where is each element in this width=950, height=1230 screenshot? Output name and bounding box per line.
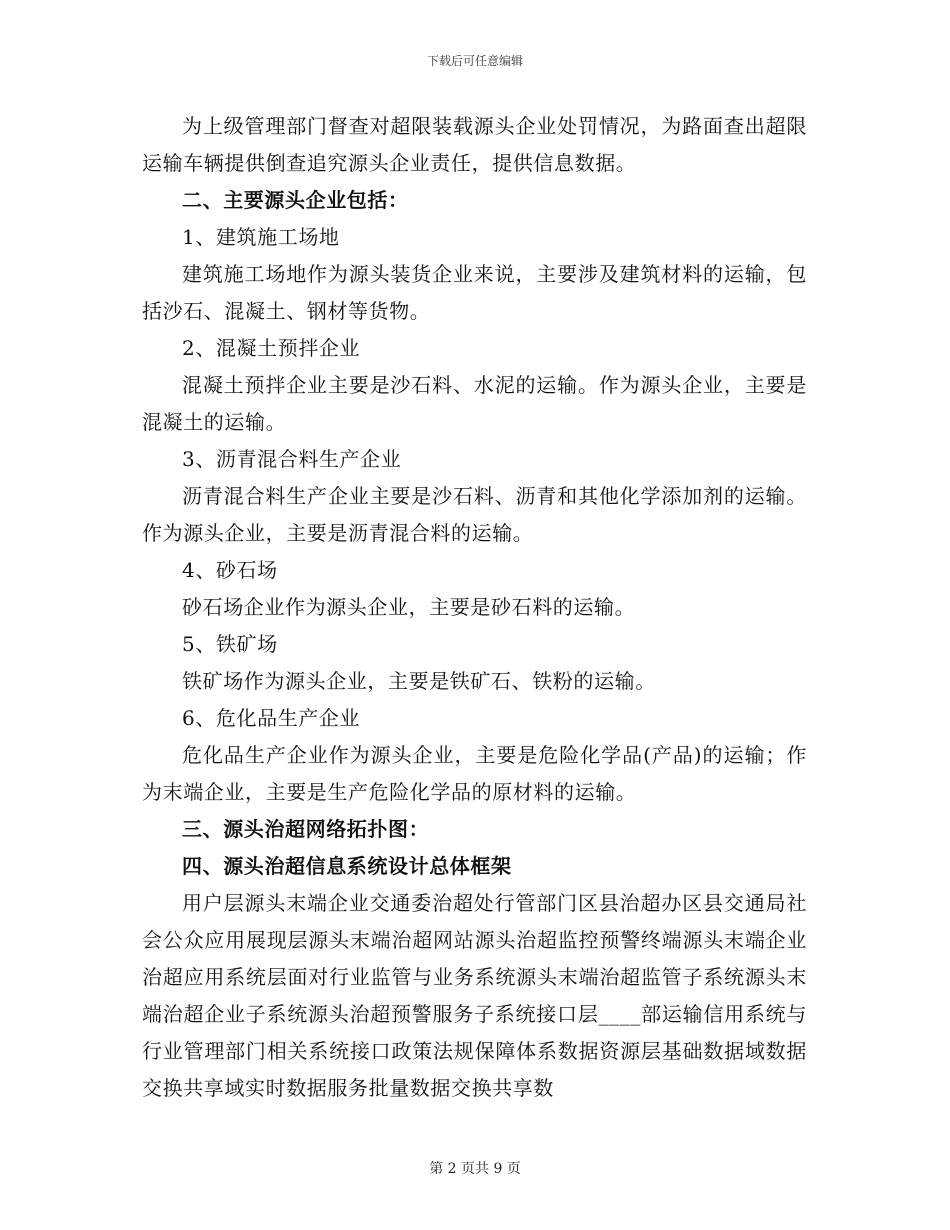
item-4-title: 4、砂石场: [182, 558, 278, 582]
item-2-text: 混凝土预拌企业主要是沙石料、水泥的运输。作为源头企业，主要是混凝土的运输。: [142, 373, 807, 434]
section-2-heading: 二、主要源头企业包括：: [182, 188, 409, 212]
item-2-title: 2、混凝土预拌企业: [182, 336, 361, 360]
document-body: [142, 108, 807, 1107]
item-5-text: 铁矿场作为源头企业，主要是铁矿石、铁粉的运输。: [182, 669, 656, 693]
item-4-text: 砂石场企业作为源头企业，主要是砂石料的运输。: [182, 595, 636, 619]
item-5-title: 5、铁矿场: [182, 632, 278, 656]
page-header: 下载后可任意编辑: [426, 54, 523, 68]
page-footer: 第 2 页共 9 页: [429, 1161, 521, 1177]
section-4-heading: 四、源头治超信息系统设计总体框架: [182, 854, 512, 878]
item-6-title: 6、危化品生产企业: [182, 706, 361, 730]
intro-paragraph: 为上级管理部门督查对超限装载源头企业处罚情况，为路面查出超限运输车辆提供倒查追究源头企业责任，提供信息数据。: [142, 114, 807, 175]
item-1-text: 建筑施工场地作为源头装货企业来说，主要涉及建筑材料的运输，包括沙石、混凝土、钢材等货物。: [142, 262, 807, 323]
framework-paragraph: 用户层源头末端企业交通委治超处行管部门区县治超办区县交通局社会公众应用展现层源头末端治超网站源头治超监控预警终端源头末端企业治超应用系统层面对行业监管与业务系统源头末端治超监管子系统源头末端治超企业子系统源头治超预警服务子系统接口层____部运输信用系统与行业管理部门相关系统接口政策法规保障体系数据资源层基础数据域数据交换共享域实时数据服务批量数据交换共享数: [142, 891, 807, 1100]
item-3-title: 3、沥青混合料生产企业: [182, 447, 402, 471]
item-1-title: 1、建筑施工场地: [182, 225, 340, 249]
item-6-text: 危化品生产企业作为源头企业，主要是危险化学品(产品)的运输；作为末端企业，主要是生产危险化学品的原材料的运输。: [142, 743, 807, 804]
item-3-text: 沥青混合料生产企业主要是沙石料、沥青和其他化学添加剂的运输。作为源头企业，主要是沥青混合料的运输。: [142, 484, 807, 545]
section-3-heading: 三、源头治超网络拓扑图：: [182, 817, 430, 841]
